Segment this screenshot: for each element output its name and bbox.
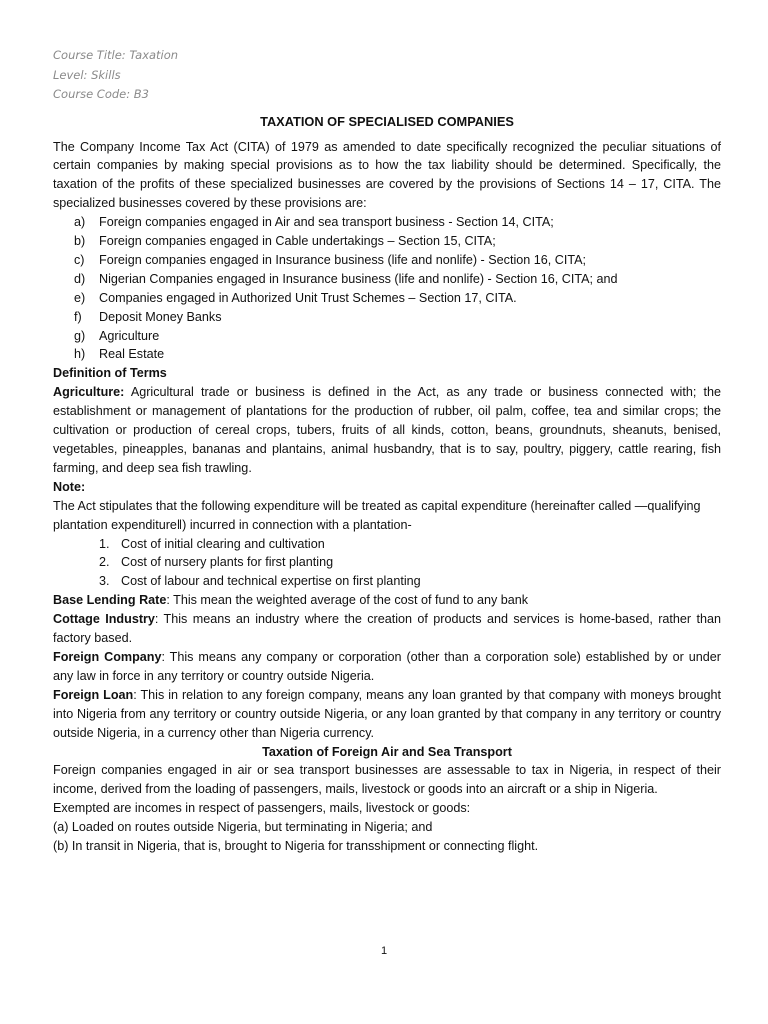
list-item (53, 308, 721, 327)
list-item (53, 572, 721, 591)
list-item (53, 289, 721, 308)
term-label: Base Lending Rate (53, 593, 167, 608)
section-heading: Taxation of Foreign Air and Sea Transport (262, 744, 512, 759)
list-item (53, 553, 721, 572)
list-marker: d) (74, 271, 86, 286)
cottage-industry-definition (53, 610, 721, 648)
list-text: Agriculture (99, 328, 160, 343)
list-marker: b) (74, 234, 86, 249)
agriculture-definition (53, 383, 721, 478)
list-marker: 2. (99, 555, 110, 570)
list-marker: e) (74, 290, 86, 305)
list-text: Cost of initial clearing and cultivation (121, 536, 325, 551)
page-number: 1 (380, 945, 388, 957)
exempt-intro: Exempted are incomes in respect of passengers, mails, livestock or goods: (53, 801, 471, 816)
list-text: Real Estate (99, 347, 165, 362)
definitions-heading: Definition of Terms (53, 366, 167, 381)
list-text: Cost of nursery plants for first planting (121, 555, 334, 570)
list-text: Foreign companies engaged in Air and sea transport business - Section 14, CITA; (99, 215, 554, 230)
term-label: Foreign Loan (53, 687, 134, 702)
list-item (53, 270, 721, 289)
list-marker: h) (74, 347, 86, 362)
exempt-item-b: (b) In transit in Nigeria, that is, brought to Nigeria for transshipment or connecting flight. (53, 839, 539, 854)
list-item (53, 327, 721, 346)
base-lending-rate-definition (53, 591, 721, 610)
list-marker: a) (74, 215, 86, 230)
term-text: Agricultural trade or business is defined in the Act, as any trade or business connected with; the establishment or management of plantations for the production of rubber, oil palm, coffee, tea and similar crops; the cultivation or production of cereal crops, tubers, fruits of all kinds, cotton, beans, groundnuts, sheanuts, benised, vegetables, pineapples, bananas and plantains, animal husbandry, that is to say, poultry, piggery, cattle rearing, fish farming, and deep sea fish trawling. (53, 385, 721, 475)
list-marker: 3. (99, 574, 110, 589)
list-item (53, 232, 721, 251)
term-label: Cottage Industry (53, 612, 155, 627)
term-text: : This mean the weighted average of the cost of fund to any bank (166, 593, 529, 608)
list-text: Nigerian Companies engaged in Insurance business (life and nonlife) - Section 16, CITA; and (99, 271, 618, 286)
list-text: Foreign companies engaged in Cable undertakings – Section 15, CITA; (99, 234, 496, 249)
intro-paragraph: The Company Income Tax Act (CITA) of 1979 as amended to date specifically recognized the peculiar situations of certain companies by making special provisions as to how the tax liability should be determined. Specifically, the taxation of the profits of these specialized businesses are covered by the provisions of Sections 14 – 17, CITA. The specialized businesses covered by these provisions are: (53, 139, 721, 211)
document-page (53, 46, 721, 856)
course-header (53, 46, 721, 105)
list-marker: c) (74, 252, 85, 267)
note-paragraph: The Act stipulates that the following expenditure will be treated as capital expenditure (hereinafter called ―qualifying plantation expenditure‖) incurred in connection with a plantation- (53, 498, 701, 532)
course-title: Course Title: Taxation (53, 48, 179, 62)
foreign-loan-definition (53, 686, 721, 743)
foreign-company-definition (53, 648, 721, 686)
section-paragraph: Foreign companies engaged in air or sea transport businesses are assessable to tax in Nigeria, in respect of their income, derived from the loading of passengers, mails, livestock or goods into an aircraft or a ship in Nigeria. (53, 763, 721, 797)
list-item (53, 535, 721, 554)
list-text: Foreign companies engaged in Insurance business (life and nonlife) - Section 16, CITA; (99, 252, 586, 267)
term-text: : This means any company or corporation (other than a corporation sole) established by or under any law in force in any territory or country outside Nigeria. (53, 649, 721, 683)
course-level: Level: Skills (53, 67, 121, 82)
list-text: Deposit Money Banks (99, 309, 222, 324)
term-label: Agriculture: (53, 385, 125, 400)
term-text: : This means an industry where the creation of products and services is home-based, rather than factory based. (53, 612, 721, 646)
list-marker: f) (74, 309, 82, 324)
list-marker: g) (74, 328, 86, 343)
list-item (53, 345, 721, 364)
list-item (53, 213, 721, 232)
exempt-item-a: (a) Loaded on routes outside Nigeria, but terminating in Nigeria; and (53, 820, 433, 835)
document-title: TAXATION OF SPECIALISED COMPANIES (260, 113, 514, 129)
course-code: Course Code: B3 (53, 87, 149, 101)
list-text: Companies engaged in Authorized Unit Trust Schemes – Section 17, CITA. (99, 290, 517, 305)
term-text: : This in relation to any foreign company, means any loan granted by that company with moneys brought into Nigeria from any territory or country outside Nigeria, or any loan granted by that company in any territory or country outside Nigeria, in a currency other than Nigeria currency. (53, 687, 722, 740)
list-marker: 1. (99, 536, 110, 551)
note-heading: Note: (53, 479, 86, 494)
note-list (53, 535, 721, 592)
business-list (53, 213, 721, 364)
term-label: Foreign Company (53, 649, 162, 664)
list-item (53, 251, 721, 270)
list-text: Cost of labour and technical expertise on first planting (121, 574, 421, 589)
